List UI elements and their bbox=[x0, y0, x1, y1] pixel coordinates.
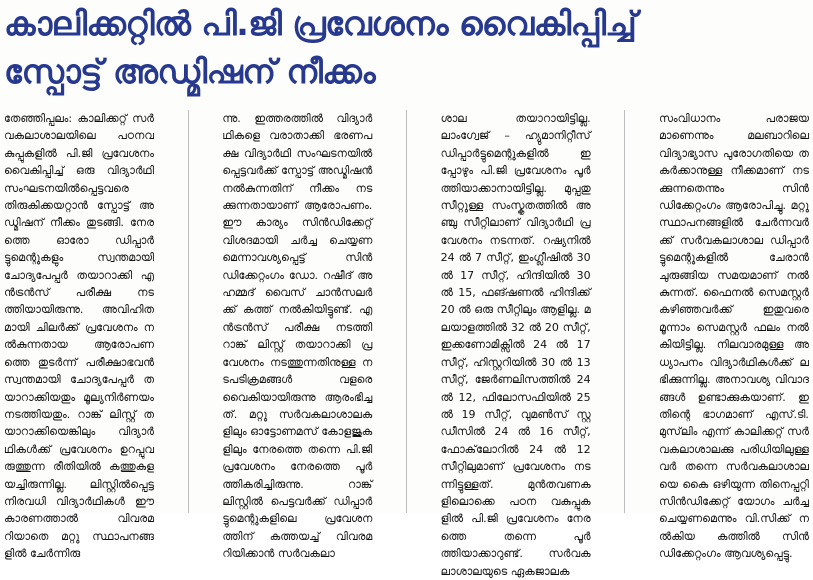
headline bbox=[4, 0, 809, 108]
headline-line-2: സ്പോട്ട് അഡ്മിഷന് നീക്കം bbox=[4, 52, 376, 91]
article-columns bbox=[4, 110, 809, 578]
column-divider bbox=[624, 110, 625, 513]
article-text: സംവിധാനം പരാജയമാണെന്നും മലബാറിലെ വിദ്യാഭ്യാസ പുരോഗതിയെ തകർക്കാനുള്ള നീക്കമാണ് നടക്കുന്നതെന്നും സിൻഡിക്കേറ്റംഗം ആരോപിച്ചു. മറ്റു സ്ഥാപനങ്ങളിൽ ചേർന്നവർക്ക് സർവകലാശാല ഡിപ്പാർട്ടുമെന്റുകളിൽ ചേരാൻ ചുരുങ്ങിയ സമയമാണ് നൽകുന്നത്. ഫൈനൽ സെമസ്റ്റർ കഴിഞ്ഞവർക്ക് ഇതുവരെ മൂന്നാം സെമസ്റ്റർ ഫലം നൽകിയിട്ടില്ല. നിലവാരമുള്ള അധ്യാപനം വിദ്യാർഥികൾക്ക് ലഭിക്കുന്നില്ല. അനാവശ്യ വിവാദങ്ങൾ ഉണ്ടാക്കുകയാണ്. ഇതിന്റെ ഭാഗമാണ് എസ്.ടി.മുസ്‌ലിം എന്ന് കാലിക്കറ്റ് സർവകലാശാലക്കു പരിധിയിലുള്ളവർ തന്നെ സർവകലാശാലയെ കൈ ഒഴിയുന്ന തിനെപ്പറ്റി സിൻഡിക്കേറ്റ് യോഗം ചർച്ച ചെയ്യണമെന്നും വി.സിക്ക് നൽകിയ കത്തിൽ സിൻഡിക്കേറ്റംഗം ആവശ്യപ്പെട്ടു. bbox=[658, 112, 809, 561]
article-text: ന്നു. ഇത്തരത്തിൽ വിദ്യാർഥികളെ വരാതാക്കി ഭരണപക്ഷ വിദ്യാർഥി സംഘടനയിൽപ്പെട്ടവർക്ക് സ്പോട്ട് അഡ്മിഷൻ നൽകുന്നതിന് നീക്കം നടക്കുന്നതായാണ് ആരോപണം. ഈ കാര്യം സിൻഡിക്കേറ്റ് വിശദമായി ചർച്ച ചെയ്യണമെന്നാവശ്യപ്പെട്ട് സിൻഡിക്കേറ്റംഗം ഡോ. റഷീദ് അഹമ്മദ് വൈസ് ചാൻസലർക്ക് കത്ത് നൽകിയിട്ടുണ്ട്. എൻട്രൻസ് പരീക്ഷ നടത്തി റാങ്ക് ലിസ്റ്റ് തയാറാക്കി പ്രവേശനം നടത്തുന്നതിനുള്ള നടപടിക്രമങ്ങൾ വളരെ വൈകിയായിരുന്നു ആരംഭിച്ചത്. മറ്റു സർവകലാശാലകളിലും ഓട്ടോണമസ് കോളജുകളിലും നേരത്തെ തന്നെ പി.ജി പ്രവേശനം നേരത്തെ പൂർത്തികരിച്ചിരുന്നു. റാങ്ക് ലിസ്റ്റിൽ പെട്ടവർക്ക് ഡിപ്പാർട്ടുമെന്റുകളിലെ പ്രവേശനത്തിന് കത്തയച്ച് വിവരമറിയിക്കാൻ സർവകലാ bbox=[222, 112, 373, 561]
column-divider bbox=[406, 110, 407, 513]
article-column-2 bbox=[222, 110, 373, 561]
column-divider bbox=[188, 110, 189, 513]
headline-line-1: കാലിക്കറ്റിൽ പി.ജി പ്രവേശനം വൈകിപ്പിച്ച് bbox=[4, 4, 637, 43]
article-column-3 bbox=[440, 110, 591, 578]
article-column-1 bbox=[4, 110, 154, 561]
article-text: തേഞ്ഞിപ്പലം: കാലിക്കറ്റ് സർവകലാശാലയിലെ പഠനവകുപ്പുകളിൽ പി.ജി പ്രവേശനം വൈകിപ്പിച്ച് ഒരു വിദ്യാർഥി സംഘടനയിൽപ്പെട്ടവരെ തിരുകിക്കയറ്റാൻ സ്പോട്ട് അഡ്മിഷന് നീക്കം തുടങ്ങി. നേരത്തെ ഓരോ ഡിപ്പാർട്ടുമെന്റുകളും സ്വന്തമായി ചോദ്യപേപ്പർ തയാറാക്കി എൻട്രൻസ് പരീക്ഷ നടത്തിയായിരുന്നു. അവിഹിതമായി ചിലർക്ക് പ്രവേശനം നൽകുന്നതായ ആരോപണത്തെ തുടർന്ന് പരീക്ഷാഭവൻ സ്വന്തമായി ചോദ്യപേപ്പർ തയാറാക്കിയതും മൂല്യനിർണയം നടത്തിയതും. റാങ്ക് ലിസ്റ്റ് തയാറാക്കിയെങ്കിലും വിദ്യാർഥികൾക്ക് പ്രവേശനം ഉറപ്പുവരുത്തുന്ന രീതിയിൽ കത്തുകളയച്ചിരുന്നില്ല. ലിസ്റ്റിൽപ്പെട്ട നിരവധി വിദ്യാർഥികൾ ഈ കാരണത്താൽ വിവരമറിയാതെ മറ്റു സ്ഥാപനങ്ങളിൽ ചേർന്നിരു bbox=[4, 112, 154, 561]
article-text: ശാല തയാറായിട്ടില്ല. ലാംഗ്വേജ് – ഹ്യുമാനിറ്റീസ് ഡിപ്പാർട്ടുമെന്റുകളിൽ ഇപ്പോഴും പി.ജി പ്രവേശനം പൂർത്തിയാക്കാനായിട്ടില്ല. മുപ്പതു സീറ്റുള്ള സംസ്കൃതത്തിൽ അഞ്ചു സീറ്റിലാണ് വിദ്യാർഥി പ്രവേശനം നടന്നത്. റഷ്യനിൽ 24 ൽ 7 സീറ്റ്, ഇംഗ്ലീഷിൽ 30 ൽ 17 സീറ്റ്, ഹിന്ദിയിൽ 30 ൽ 15, ഫങ്ഷണൽ ഹിന്ദിക്ക് 20 ൽ ഒരു സീറ്റിലും ആളില്ല. മലയാളത്തിൽ 32 ൽ 20 സീറ്റ്, ഇക്കണോമിക്സിൽ 24 ൽ 17 സീറ്റ്, ഹിസ്റ്ററിയിൽ 30 ൽ 13 സീറ്റ്, ജേർണലിസത്തിൽ 24 ൽ 12, ഫിലോസഫിയിൽ 25 ൽ 19 സീറ്റ്, വുമൺസ് സ്റ്റഡീസിൽ 24 ൽ 16 സീറ്റ്, ഫോക്‌ലോറിൽ 24 ൽ 12 സീറ്റിലുമാണ് പ്രവേശനം നടന്നിട്ടുള്ളത്. മുൻതവണകളിലൊക്കെ പഠന വകുപ്പുകളിൽ പി.ജി പ്രവേശനം നേരത്തെ തന്നെ പൂർത്തിയാക്കാറുണ്ട്. സർവകലാശാലയുടെ ഏകജാലക bbox=[440, 112, 591, 578]
article-column-4 bbox=[658, 110, 809, 561]
